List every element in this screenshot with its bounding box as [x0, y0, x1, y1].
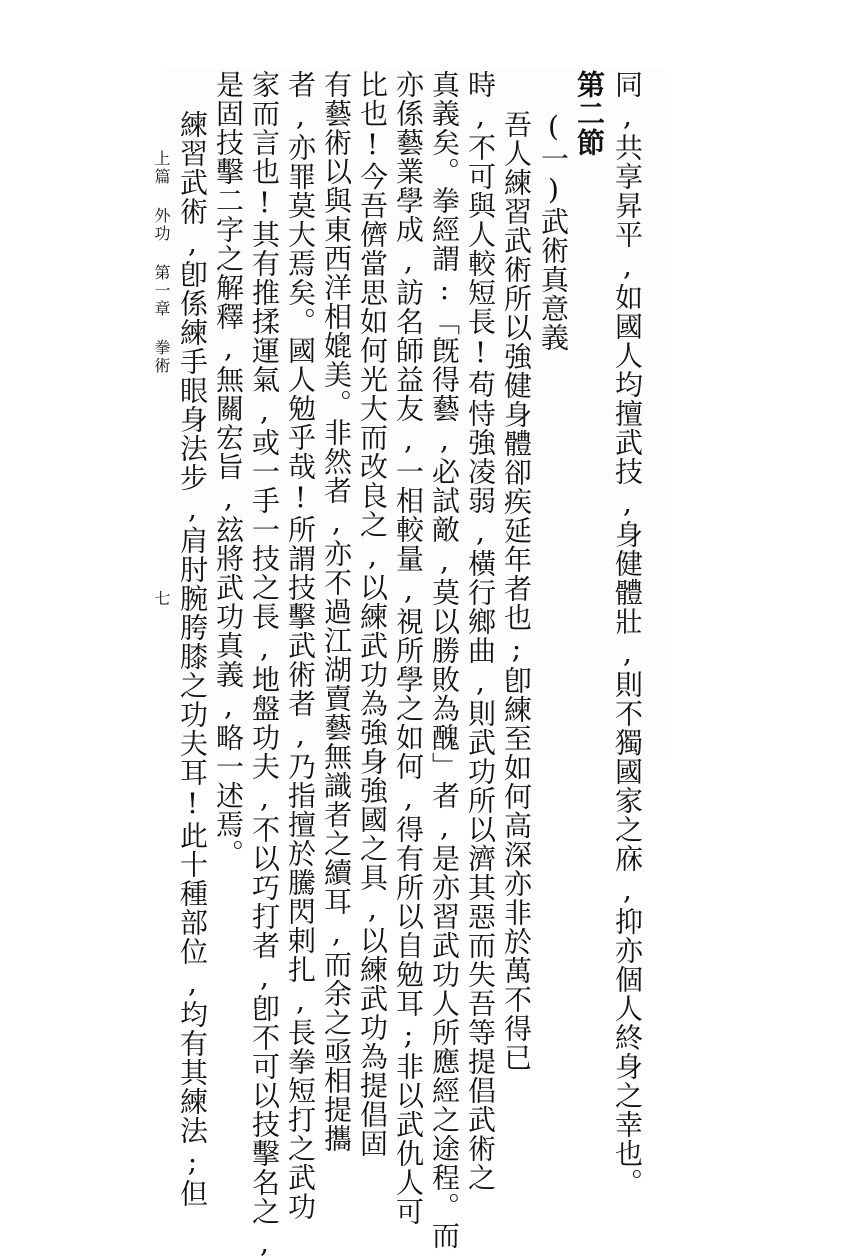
text-column-11: 家而言也!其有推揉運氣,或一手一技之長,地盤功夫,不以巧打者,卽不可以技擊名之,: [248, 70, 281, 1260]
text-column-12: 是固技擊二字之解釋,無關宏旨,玆將武功真義,略一述焉。: [212, 70, 245, 868]
text-column-1: 同,共享昇平,如國人均擅武技,身健體壯,則不獨國家之庥,抑亦個人終身之幸也。: [611, 70, 644, 1197]
subsection-heading: (一)武術真意義: [537, 110, 570, 352]
text-column-13: 練習武術,卽係練手眼身法步,肩肘腕胯膝之功夫耳!此十種部位,均有其練法;但: [176, 110, 209, 1208]
section-heading: 第二節: [573, 70, 606, 157]
book-page: [152, 70, 665, 1260]
text-column-7: 亦係藝業學成,訪名師益友,一相較量,視所學之如何,得有所以自勉耳;非以武仇人可: [392, 70, 425, 1226]
text-column-6: 真義矣。拳經謂:「旣得藝,必試敵,莫以勝敗為醜」者,是亦習武功人所應經之途程。而: [428, 70, 461, 1250]
running-head: 上篇 外功 第一章 拳術: [152, 150, 171, 375]
text-column-10: 者,亦罪莫大焉矣。國人勉乎哉!所謂技擊武術者,乃指擅於騰閃剌扎,長拳短打之武功: [284, 70, 317, 1221]
text-column-8: 比也!今吾儕當思如何光大而改良之,以練武功為強身強國之具,以練武功為提倡固: [356, 70, 389, 1158]
text-column-4: 吾人練習武術所以強健身體卻疾延年者也;卽練至如何高深亦非於萬不得已: [500, 110, 533, 1072]
page-number: 七: [152, 590, 171, 608]
text-column-9: 有藝術以與東西洋相媲美。非然者,亦不過江湖賣藝無識者之續耳,而余之亟相提攜: [320, 70, 353, 1153]
text-column-5: 時,不可與人較短長!苟恃強凌弱,橫行鄉曲,則武功所以濟其惡而失吾等提倡武術之: [464, 70, 497, 1192]
